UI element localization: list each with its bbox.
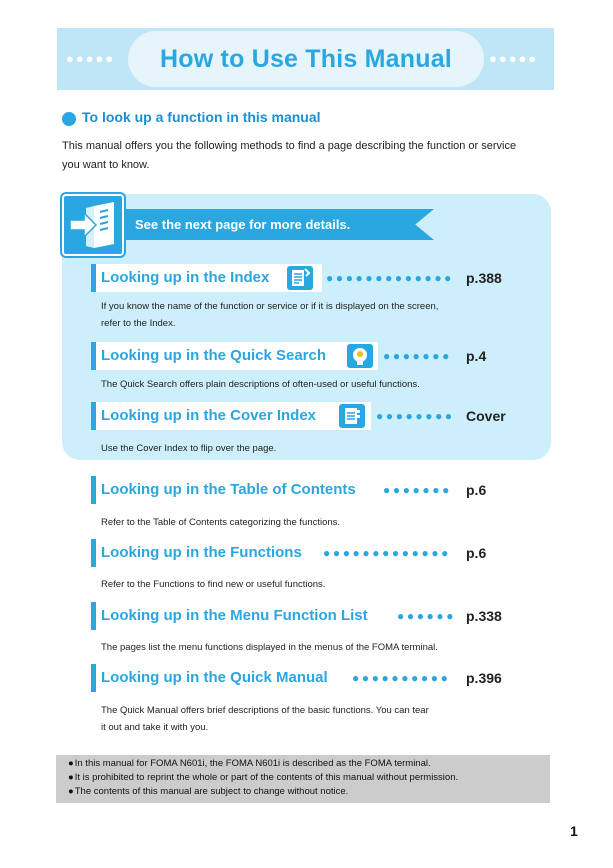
method-index-label[interactable]: Looking up in the Index <box>101 269 270 286</box>
book-arrow-icon <box>62 194 124 256</box>
intro-line-2: you want to know. <box>62 159 150 171</box>
method-quick-manual-page[interactable]: p.396 <box>466 670 502 686</box>
method-cover-index-label[interactable]: Looking up in the Cover Index <box>101 407 317 424</box>
method-toc-page[interactable]: p.6 <box>466 482 487 498</box>
method-menu-list-label[interactable]: Looking up in the Menu Function List <box>101 607 368 624</box>
method-cover-index-page[interactable]: Cover <box>466 408 506 424</box>
ribbon-text: See the next page for more details. <box>135 217 351 232</box>
method-menu-list-desc: The pages list the menu functions displayed in the menus of the FOMA terminal. <box>101 642 438 653</box>
note-2: ● It is prohibited to reprint the whole or part of the contents of this manual without permission. <box>68 771 458 784</box>
method-toc-label[interactable]: Looking up in the Table of Contents <box>101 481 356 498</box>
method-quick-search-desc: The Quick Search offers plain descriptions of often-used or useful functions. <box>101 379 420 390</box>
method-cover-index-desc: Use the Cover Index to flip over the page. <box>101 443 277 454</box>
method-index-leader: ●●●●●●●●●●●●● <box>326 271 455 285</box>
method-quick-search-leader: ●●●●●●● <box>383 349 452 363</box>
method-toc-leader: ●●●●●●● <box>383 483 452 497</box>
note-3: ● The contents of this manual are subject to change without notice. <box>68 785 348 798</box>
method-quick-manual-desc-line1: The Quick Manual offers brief descriptions of the basic functions. You can tear <box>101 705 429 716</box>
method-cover-index-leader: ●●●●●●●● <box>376 409 455 423</box>
method-quick-search-label[interactable]: Looking up in the Quick Search <box>101 347 327 364</box>
lightbulb-icon <box>347 344 373 368</box>
section-heading: To look up a function in this manual <box>82 109 321 125</box>
method-quick-manual-desc-line2: it out and take it with you. <box>101 722 209 733</box>
section-bullet-icon <box>62 112 76 126</box>
method-quick-manual-desc <box>101 702 429 736</box>
method-functions-page[interactable]: p.6 <box>466 545 487 561</box>
cover-index-icon <box>339 404 365 428</box>
method-index-desc-line1: If you know the name of the function or service or if it is displayed on the screen, <box>101 301 439 312</box>
banner-dots-right: ●●●●● <box>489 51 539 66</box>
page-title: How to Use This Manual <box>160 45 452 73</box>
note-1: ● In this manual for FOMA N601i, the FOMA N601i is described as the FOMA terminal. <box>68 757 431 770</box>
method-index-desc <box>101 298 438 332</box>
method-toc-desc: Refer to the Table of Contents categorizing the functions. <box>101 517 341 528</box>
method-quick-manual-label[interactable]: Looking up in the Quick Manual <box>101 669 328 686</box>
page-number: 1 <box>570 823 578 839</box>
intro-line-1: This manual offers you the following methods to find a page describing the function or service <box>62 140 517 152</box>
method-menu-list-leader: ●●●●●● <box>397 609 457 623</box>
method-functions-leader: ●●●●●●●●●●●●● <box>323 546 452 560</box>
method-index-page[interactable]: p.388 <box>466 270 502 286</box>
method-quick-search-page[interactable]: p.4 <box>466 348 487 364</box>
index-icon <box>287 266 313 290</box>
method-index-desc-line2: refer to the Index. <box>101 318 176 329</box>
banner-dots-left: ●●●●● <box>66 51 116 66</box>
method-functions-desc: Refer to the Functions to find new or useful functions. <box>101 579 326 590</box>
method-quick-manual-leader: ●●●●●●●●●● <box>352 671 451 685</box>
method-menu-list-page[interactable]: p.338 <box>466 608 502 624</box>
section-intro <box>62 137 557 175</box>
method-functions-label[interactable]: Looking up in the Functions <box>101 544 302 561</box>
